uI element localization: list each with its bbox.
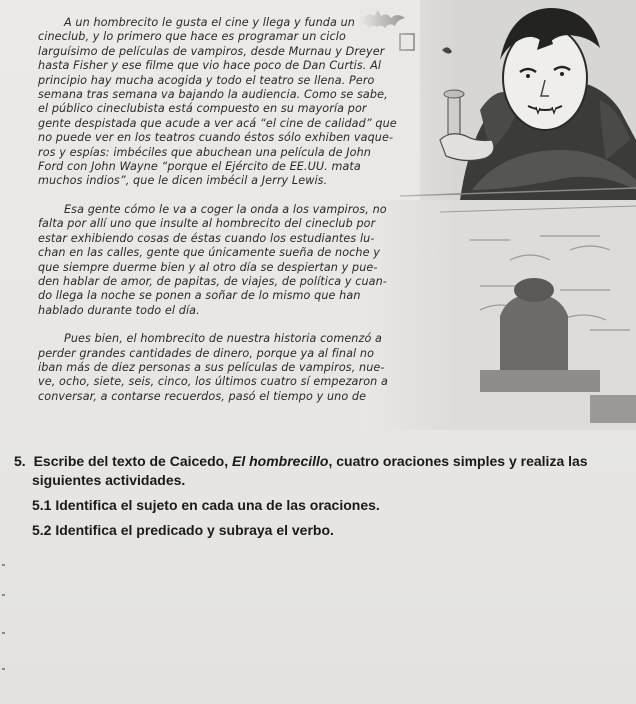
margin-mark	[2, 594, 5, 596]
text-line: estar exhibiendo cosas de éstas cuando los estudiantes lu-	[38, 231, 375, 245]
story-paragraph-2	[38, 203, 458, 318]
text-line: no puede ver en los teatros cuando éstos sólo exhiben vaque-	[38, 131, 394, 145]
story-paragraph-1	[38, 16, 458, 189]
question-5-2: 5.2 Identifica el predicado y subraya el verbo.	[32, 522, 334, 538]
text-line: ros y espías: imbéciles que abuchean una película de John	[38, 145, 371, 159]
text-line: Esa gente cómo le va a coger la onda a los vampiros, no	[64, 202, 387, 216]
text-line: chan en las calles, gente que únicamente sueña de noche y	[38, 246, 380, 260]
story-text	[38, 16, 458, 404]
text-line: conversar, a contarse recuerdos, pasó el tiempo y uno de	[38, 389, 367, 403]
margin-marks	[0, 540, 20, 700]
question-text: , cuatro oraciones simples y realiza las	[328, 453, 588, 469]
text-line: semana tras semana va bajando la audiencia. Como se sabe,	[38, 88, 388, 102]
text-line: den hablar de amor, de papitas, de viajes, de política y cuan-	[38, 274, 387, 288]
margin-mark	[2, 564, 5, 566]
question-text: Escribe del texto de Caicedo,	[33, 453, 232, 469]
question-5	[14, 452, 624, 471]
question-5-1: 5.1 Identifica el sujeto en cada una de las oraciones.	[32, 497, 380, 513]
text-line: Ford con John Wayne “porque el Ejército de EE.UU. mata	[38, 160, 361, 174]
story-title: El hombrecillo	[231, 453, 329, 469]
text-line: cineclub, y lo primero que hace es programar un ciclo	[38, 30, 346, 44]
text-line: muchos indios”, que le dicen imbécil a Jerry Lewis.	[38, 174, 328, 188]
question-number: 5.	[14, 453, 26, 469]
margin-mark	[2, 668, 5, 670]
text-line: A un hombrecito le gusta el cine y llega y funda un	[64, 16, 355, 29]
text-line: que siempre duerme bien y al otro día se despiertan y pue-	[38, 260, 378, 274]
text-line: do llega la noche se ponen a soñar de lo mismo que han	[38, 289, 361, 303]
text-line: iban más de diez personas a sus películas de vampiros, nue-	[38, 360, 385, 374]
text-line: gente despistada que acude a ver acá “el cine de calidad” que	[38, 116, 397, 130]
exercise-section	[14, 452, 624, 540]
text-line: larguísimo de películas de vampiros, desde Murnau y Dreyer	[38, 44, 385, 58]
story-paragraph-3	[38, 332, 458, 404]
text-line: principio hay mucha acogida y todo el teatro se llena. Pero	[38, 73, 375, 87]
text-line: perder grandes cantidades de dinero, porque ya al final no	[38, 346, 375, 360]
margin-mark	[2, 632, 5, 634]
text-line: hablado durante todo el día.	[38, 303, 200, 317]
text-line: hasta Fisher y ese filme que vio hace poco de Dan Curtis. Al	[38, 59, 382, 73]
text-line: Pues bien, el hombrecito de nuestra historia comenzó a	[64, 332, 383, 346]
text-line: ve, ocho, siete, seis, cinco, los últimos cuatro sí empezaron a	[38, 375, 388, 389]
text-line: el público cineclubista está compuesto en su mayoría por	[38, 102, 367, 116]
text-line: falta por allí uno que insulte al hombrecito del cineclub por	[38, 217, 376, 231]
question-5-continued: siguientes actividades.	[32, 472, 186, 488]
